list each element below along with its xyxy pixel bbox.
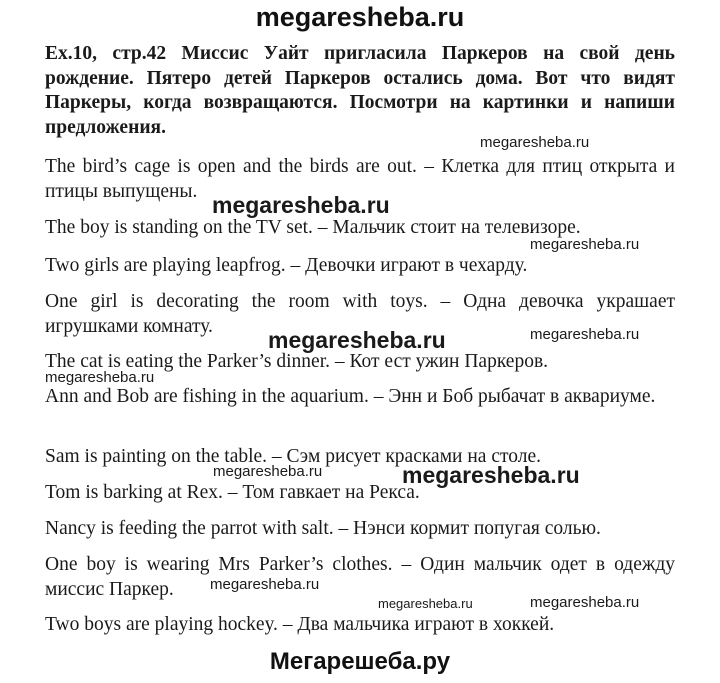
task-title: Ex.10, стр.42 Миссис Уайт пригласила Паркеров на свой день рождение. Пятеро детей Паркеров остались дома. Вот что видят Паркеры, когда возвращаются. Посмотри на картинки и напиши предложения. <box>45 43 675 138</box>
watermark: megaresheba.ru <box>530 236 640 253</box>
watermark-big: megaresheba.ru <box>268 327 446 353</box>
watermark-big: megaresheba.ru <box>402 462 580 488</box>
sentence-6: Ann and Bob are fishing in the aquarium. – Энн и Боб рыбачат в аквариуме. <box>45 386 656 407</box>
site-header: megaresheba.ru <box>255 2 465 32</box>
sentence-5: The cat is eating the Parker’s dinner. – Кот ест ужин Паркеров. <box>45 351 549 372</box>
watermark: megaresheba.ru <box>480 134 590 151</box>
sentence-4: One girl is decorating the room with toys. – Одна девочка украшает игрушками комнату. <box>45 291 675 337</box>
watermark-big: megaresheba.ru <box>212 192 390 218</box>
watermark: megaresheba.ru <box>213 463 323 480</box>
sentence-10: One boy is wearing Mrs Parker’s clothes. – Один мальчик одет в одежду миссис Паркер. <box>45 554 675 600</box>
sentence-1: The bird’s cage is open and the birds are out. – Клетка для птиц открыта и птицы выпущены. <box>45 156 675 202</box>
watermark: megaresheba.ru <box>378 596 473 611</box>
sentence-8: Tom is barking at Rex. – Том гавкает на Рекса. <box>45 482 420 503</box>
site-footer: Мегарешеба.ру <box>269 648 451 675</box>
sentence-9: Nancy is feeding the parrot with salt. – Нэнси кормит попугая солью. <box>45 518 601 539</box>
watermark: megaresheba.ru <box>530 594 640 611</box>
watermark: megaresheba.ru <box>210 576 320 593</box>
sentence-7: Sam is painting on the table. – Сэм рисует красками на столе. <box>45 446 541 467</box>
watermark: megaresheba.ru <box>45 369 155 386</box>
sentence-3: Two girls are playing leapfrog. – Девочки играют в чехарду. <box>45 255 528 276</box>
watermark: megaresheba.ru <box>530 326 640 343</box>
sentence-2: The boy is standing on the TV set. – Мальчик стоит на телевизоре. <box>45 217 581 238</box>
sentence-11: Two boys are playing hockey. – Два мальчика играют в хоккей. <box>45 614 555 635</box>
